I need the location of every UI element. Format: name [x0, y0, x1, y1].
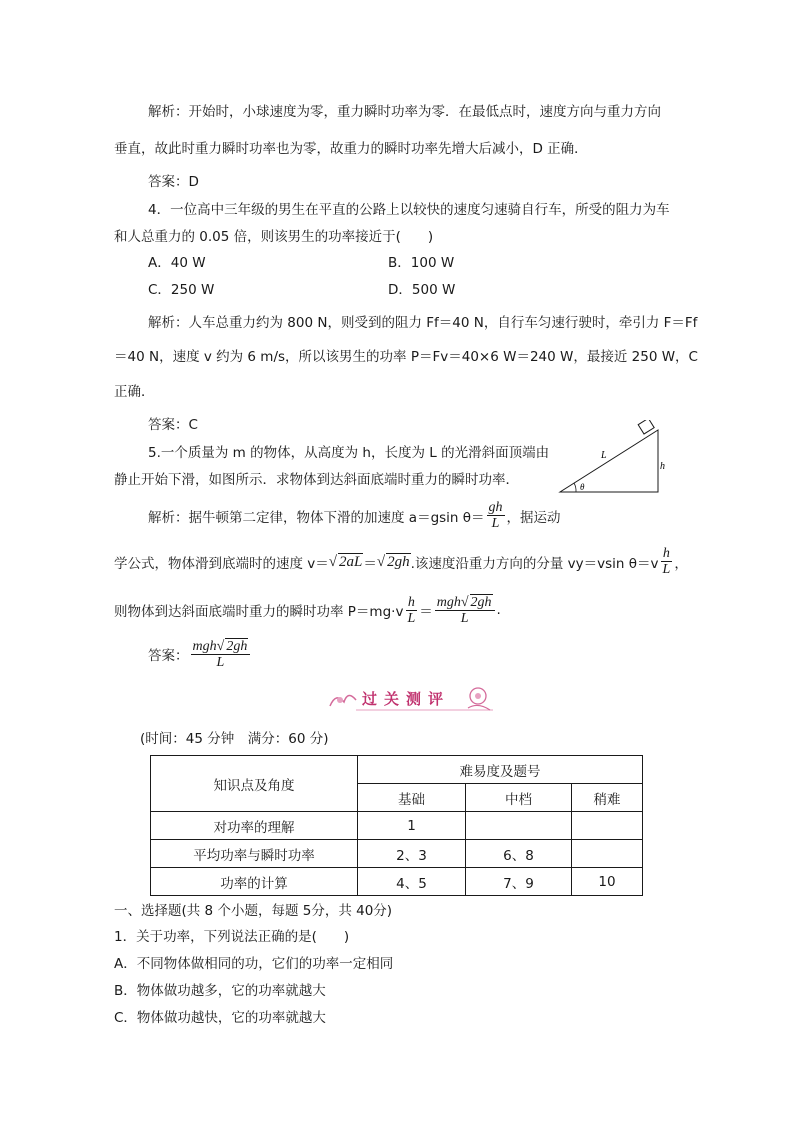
label-theta: θ — [580, 482, 585, 492]
table-row: 平均功率与瞬时功率 2、3 6、8 — [151, 840, 643, 868]
q5-analysis-line3: 则物体到达斜面底端时重力的瞬时功率 P＝mg·v $\frac{h}{L}$ ＝ $\frac{\text{mgh√ 2gh}}{L}$ . — [114, 594, 501, 626]
answer-frac: $\frac{\text{mgh√ 2gh}}{L}$ — [191, 638, 251, 670]
q4-analysis-line2: ＝40 N，速度 v 约为 6 m/s，所以该男生的功率 P＝Fv＝40×6 W＝240 W，最接近 250 W，C — [114, 349, 698, 365]
q5-a2a: 学公式，物体滑到底端时的速度 v＝ — [114, 555, 329, 572]
q4-option-d: D．500 W — [388, 282, 456, 298]
left-flourish-icon — [330, 695, 356, 706]
q5-a2c: .该速度沿重力方向的分量 vy＝vsin θ＝v — [410, 555, 659, 572]
table-level-basic: 基础 — [358, 784, 466, 812]
label-h: h — [660, 461, 665, 472]
q5-stem-line2: 静止开始下滑，如图所示．求物体到达斜面底端时重力的瞬时功率． — [114, 472, 519, 488]
q5-a2b: ＝ — [363, 555, 377, 572]
q4-answer: 答案：C — [148, 417, 198, 433]
q3-analysis-line2: 垂直，故此时重力瞬时功率也为零，故重力的瞬时功率先增大后减小，D 正确． — [114, 141, 588, 157]
section1-title: 一、选择题(共 8 个小题，每题 5分，共 40分) — [114, 903, 393, 919]
q5-a3a: 则物体到达斜面底端时重力的瞬时功率 P＝mg·v — [114, 604, 404, 620]
incline-figure — [556, 420, 666, 498]
frac-num: gh — [488, 500, 503, 515]
q4-option-a: A．40 W — [148, 255, 206, 271]
q5-a1b: ，据运动 — [506, 509, 561, 526]
q4-analysis-line3: 正确． — [114, 384, 155, 400]
frac-h-over-L: $\frac{h}{L}$ — [662, 546, 671, 577]
q3-answer: 答案：D — [148, 174, 199, 190]
frac-mgh-sqrt: $\frac{\text{mgh√ 2gh}}{L}$ — [435, 594, 495, 626]
sqrt-2gh: √ 2gh — [376, 553, 410, 570]
table-level-hard: 稍难 — [572, 784, 643, 812]
section1-q1: 1．关于功率，下列说法正确的是( ) — [114, 929, 350, 945]
table-header-topic: 知识点及角度 — [151, 756, 358, 812]
banner-title: 过关测评 — [362, 690, 451, 708]
section1-q1-option-c: C．物体做功越快，它的功率就越大 — [114, 1010, 326, 1026]
frac-h-over-L-2: $\frac{h}{L}$ — [407, 594, 416, 626]
q4-analysis-line1: 解析：人车总重力约为 800 N，则受到的阻力 Ff＝40 N，自行车匀速行驶时，牵引力 F＝Ff — [148, 315, 698, 331]
section1-q1-option-b: B．物体做功越多，它的功率就越大 — [114, 983, 326, 999]
block-icon — [638, 420, 654, 434]
q3-analysis-line1: 解析：开始时，小球速度为零，重力瞬时功率为零．在最低点时，速度方向与重力方向 — [148, 104, 661, 120]
table-header-difficulty: 难易度及题号 — [358, 756, 643, 784]
frac-gh-over-L — [487, 500, 505, 531]
q5-a1a: 解析：据牛顿第二定律，物体下滑的加速度 a＝gsin θ＝ — [148, 509, 485, 526]
sqrt-2aL: √ 2aL — [328, 553, 363, 570]
q5-a3b: ＝ — [419, 604, 433, 620]
table-row: 功率的计算 4、5 7、9 10 — [151, 868, 643, 896]
q4-option-b: B．100 W — [388, 255, 455, 271]
q5-analysis-line2 — [114, 546, 688, 577]
comma: ， — [674, 555, 688, 572]
q5-analysis-line1 — [148, 500, 561, 531]
knowledge-table — [150, 755, 643, 896]
q5-answer — [148, 638, 252, 670]
q4-option-c: C．250 W — [148, 282, 215, 298]
angle-arc — [574, 483, 576, 492]
label-L: L — [601, 450, 607, 461]
q4-stem-line2: 和人总重力的 0.05 倍，则该男生的功率接近于( ) — [114, 229, 434, 245]
frac-den: L — [491, 516, 500, 531]
incline-triangle — [560, 430, 658, 492]
q4-stem-line1: 4．一位高中三年级的男生在平直的公路上以较快的速度匀速骑自行车，所受的阻力为车 — [148, 202, 670, 218]
table-level-medium: 中档 — [466, 784, 572, 812]
q5-stem-line1: 5.一个质量为 m 的物体，从高度为 h，长度为 L 的光滑斜面顶端由 — [148, 445, 550, 461]
exam-info: (时间：45 分钟 满分：60 分) — [140, 731, 329, 747]
section1-q1-option-a: A．不同物体做相同的功，它们的功率一定相同 — [114, 956, 394, 972]
q5-answer-label: 答案： — [148, 648, 189, 664]
table-row: 对功率的理解 1 — [151, 812, 643, 840]
